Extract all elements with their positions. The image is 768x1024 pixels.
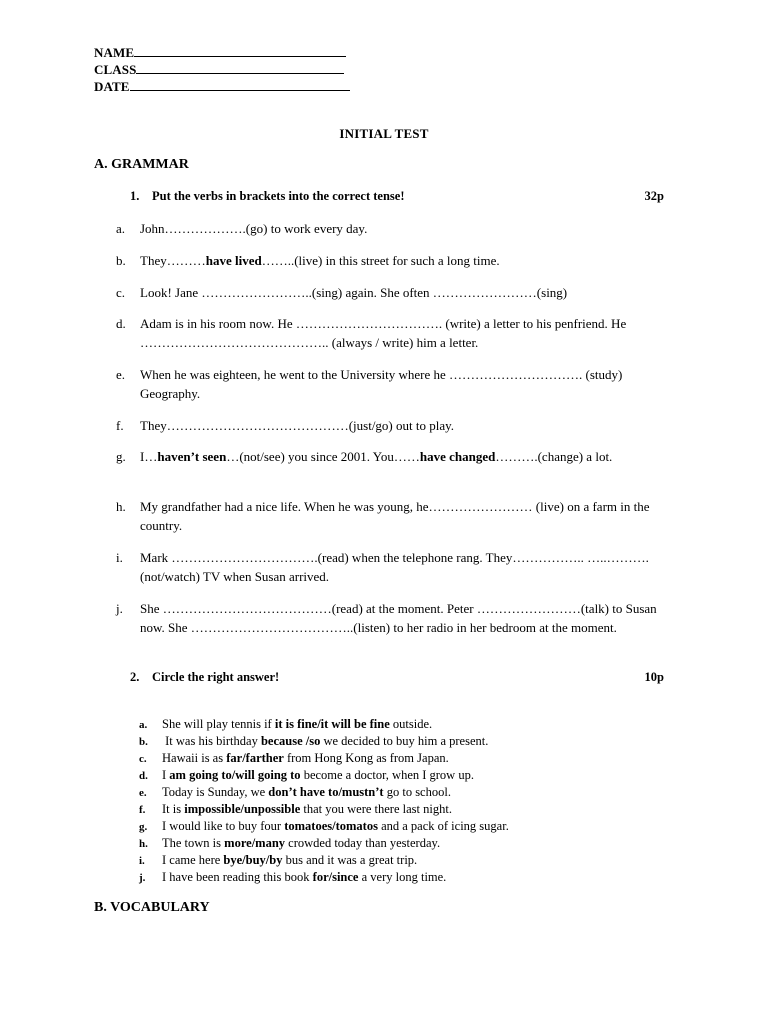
page-title: INITIAL TEST — [339, 126, 429, 141]
item-text — [140, 283, 681, 302]
choice-item — [139, 767, 474, 785]
sentence-text: …(not/see) you since 2001. You…… — [226, 449, 420, 464]
item-letter: a. — [139, 719, 148, 731]
answer-text: bye/buy/by — [223, 853, 283, 867]
sentence-text: and a pack of icing sugar. — [377, 819, 509, 833]
sentence-text: My grandfather had a nice life. When he was young, he…………………… (live) on a farm in the country. — [140, 499, 650, 533]
item-letter: g. — [116, 449, 126, 464]
exercise-item — [116, 365, 681, 403]
item-letter: f. — [139, 804, 146, 816]
name-line — [94, 44, 346, 61]
sentence-text: It is — [162, 802, 185, 816]
sentence-text: Today is Sunday, we — [162, 785, 269, 799]
exercise-item — [116, 219, 681, 238]
item-letter: f. — [116, 418, 124, 433]
answer-text: have lived — [205, 253, 262, 268]
item-letter: c. — [116, 285, 126, 300]
item-letter: j. — [139, 872, 146, 884]
task-1-points: 32p — [644, 189, 664, 203]
item-letter: h. — [116, 499, 126, 514]
answer-text: more/many — [224, 836, 286, 850]
sentence-text: John……………….(go) to work every day. — [140, 221, 368, 236]
choice-item — [139, 801, 452, 819]
sentence-text: They……… — [140, 253, 206, 268]
date-line — [94, 78, 350, 95]
item-letter: j. — [116, 601, 123, 616]
task-2-points: 10p — [644, 670, 664, 684]
exercise-item — [116, 314, 681, 352]
choice-item — [139, 852, 417, 870]
item-text — [140, 497, 681, 535]
item-letter: g. — [139, 821, 148, 833]
sentence-text: go to school. — [383, 785, 451, 799]
date-blank — [130, 78, 350, 91]
answer-text: it is fine/it will be fine — [274, 717, 390, 731]
item-text — [140, 447, 681, 466]
date-label: DATE — [94, 79, 130, 94]
sentence-text: we decided to buy him a present. — [320, 734, 489, 748]
name-label: NAME — [94, 45, 135, 60]
answer-text: tomatoes/tomatos — [284, 819, 378, 833]
item-letter: b. — [139, 736, 148, 748]
item-letter: d. — [116, 316, 126, 331]
task-1-number: 1. — [130, 189, 140, 203]
exercise-item — [116, 447, 681, 466]
sentence-text: I — [162, 768, 170, 782]
sentence-text: I have been reading this book — [162, 870, 313, 884]
exercise-item — [116, 283, 681, 302]
item-letter: b. — [116, 253, 126, 268]
sentence-text: I came here — [162, 853, 224, 867]
item-text — [140, 599, 681, 637]
sentence-text: from Hong Kong as from Japan. — [283, 751, 449, 765]
choice-item — [139, 716, 432, 734]
sentence-text: a very long time. — [358, 870, 447, 884]
answer-text: impossible/unpossible — [184, 802, 301, 816]
exercise-item — [116, 548, 681, 586]
class-label: CLASS — [94, 62, 137, 77]
item-text — [140, 548, 681, 586]
answer-text: don’t have to/mustn’t — [268, 785, 384, 799]
sentence-text: I would like to buy four — [162, 819, 285, 833]
item-letter: e. — [116, 367, 126, 382]
sentence-text: The town is — [162, 836, 225, 850]
answer-text: far/farther — [226, 751, 284, 765]
class-blank — [136, 61, 344, 74]
item-letter: i. — [139, 855, 145, 867]
choice-item — [139, 818, 509, 836]
sentence-text: I… — [140, 449, 158, 464]
item-letter: c. — [139, 753, 147, 765]
item-text — [140, 416, 681, 435]
answer-text: because /so — [260, 734, 321, 748]
task-2-instruction: Circle the right answer! — [152, 670, 280, 684]
task-2-heading — [130, 670, 670, 685]
item-text — [140, 251, 681, 270]
sentence-text: Look! Jane ……………………..(sing) again. She often ……………………(sing) — [140, 285, 568, 300]
task-1-heading — [130, 189, 670, 204]
sentence-text: become a doctor, when I grow up. — [300, 768, 474, 782]
task-2-number: 2. — [130, 670, 140, 684]
sentence-text: ……….(change) a lot. — [495, 449, 613, 464]
sentence-text: ……..(live) in this street for such a long time. — [261, 253, 500, 268]
item-text — [140, 365, 681, 403]
choice-item — [139, 869, 446, 887]
class-line — [94, 61, 344, 78]
section-a-heading: A. GRAMMAR — [94, 157, 189, 172]
exercise-item — [116, 416, 681, 435]
item-text — [140, 219, 681, 238]
answer-text: for/since — [312, 870, 359, 884]
sentence-text: bus and it was a great trip. — [282, 853, 418, 867]
sentence-text: When he was eighteen, he went to the University where he …………………………. (study) Geography. — [140, 367, 623, 401]
name-blank — [134, 44, 346, 57]
answer-text: have changed — [419, 449, 496, 464]
choice-item — [139, 835, 440, 853]
answer-text: am going to/will going to — [169, 768, 301, 782]
choice-item — [139, 784, 451, 802]
sentence-text: Mark …………………………….(read) when the telephone rang. They…………….. …..……….(not/watch) TV when Susan arrived. — [140, 550, 649, 584]
sentence-text: They……………………………………(just/go) out to play. — [140, 418, 455, 433]
exercise-item — [116, 599, 681, 637]
item-letter: a. — [116, 221, 126, 236]
exercise-item — [116, 497, 681, 535]
sentence-text: outside. — [389, 717, 433, 731]
choice-item — [139, 750, 449, 768]
item-letter: i. — [116, 550, 123, 565]
sentence-text: Adam is in his room now. He ……………………………. (write) a letter to his penfriend. He …………………………………….. (always / write) him a letter. — [140, 316, 627, 350]
item-letter: h. — [139, 838, 148, 850]
item-letter: e. — [139, 787, 147, 799]
sentence-text: It was his birthday — [162, 734, 261, 748]
item-letter: d. — [139, 770, 148, 782]
sentence-text: crowded today than yesterday. — [285, 836, 441, 850]
sentence-text: that you were there last night. — [300, 802, 452, 816]
sentence-text: She will play tennis if — [162, 717, 275, 731]
section-b-heading: B. VOCABULARY — [94, 900, 210, 915]
exercise-item — [116, 251, 681, 270]
sentence-text: Hawaii is as — [162, 751, 227, 765]
task-1-instruction: Put the verbs in brackets into the correct tense! — [152, 189, 405, 203]
choice-item — [139, 733, 488, 751]
sentence-text: She …………………………………(read) at the moment. Peter ……………………(talk) to Susan now. She ………………………………..(listen) to her radio in her bedroom at the moment. — [140, 601, 657, 635]
answer-text: haven’t seen — [157, 449, 227, 464]
item-text — [140, 314, 681, 352]
